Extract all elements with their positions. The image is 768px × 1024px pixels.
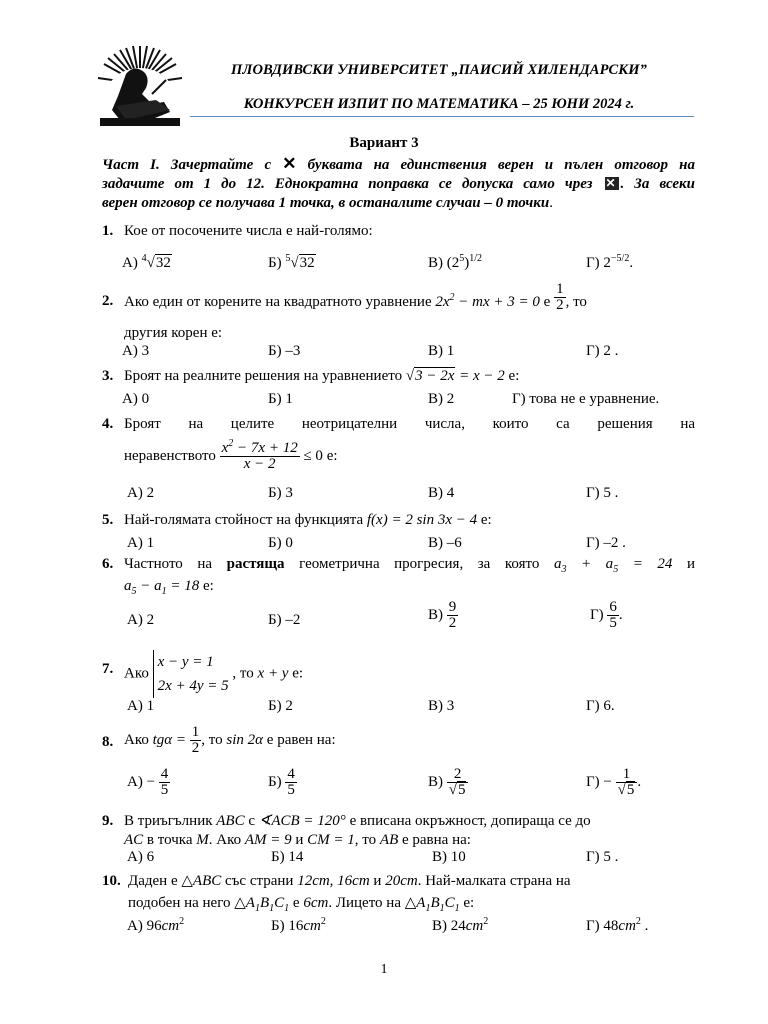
p4-option-v[interactable]: В) 4 xyxy=(428,485,455,501)
p9-option-a[interactable]: А) 6 xyxy=(127,849,155,865)
p6-option-a[interactable]: А) 2 xyxy=(127,612,155,628)
p4-option-b[interactable]: Б) 3 xyxy=(268,485,293,501)
university-name: ПЛОВДИВСКИ УНИВЕРСИТЕТ „ПАИСИЙ ХИЛЕНДАРСКИ” xyxy=(231,62,647,78)
p7-option-b[interactable]: Б) 2 xyxy=(268,698,293,714)
p1-option-v[interactable]: В) $(2^5)^{1/2}$ xyxy=(428,253,483,271)
p10-option-v[interactable]: В) $24cm^2$ xyxy=(432,916,489,934)
p4-option-g[interactable]: Г) 5 . xyxy=(586,485,619,501)
p4-option-a[interactable]: А) 2 xyxy=(127,485,155,501)
p9-option-b[interactable]: Б) 14 xyxy=(271,849,304,865)
exam-title: КОНКУРСЕН ИЗПИТ ПО МАТЕМАТИКА – 25 ЮНИ 2024 г. xyxy=(243,96,635,112)
p3-option-g[interactable]: Г) това не е уравнение. xyxy=(512,391,660,407)
crossed-box-icon xyxy=(605,177,619,190)
p10-option-g[interactable]: Г) $48cm^2$ . xyxy=(586,916,649,934)
p9-option-g[interactable]: Г) 5 . xyxy=(586,849,619,865)
p7-option-a[interactable]: А) 1 xyxy=(127,698,155,714)
p6-option-b[interactable]: Б) –2 xyxy=(268,612,301,628)
p3-option-v[interactable]: В) 2 xyxy=(428,391,455,407)
p3-option-a[interactable]: А) 0 xyxy=(122,391,150,407)
p8-option-g[interactable]: Г) − $\frac{1}{√5}$ . xyxy=(586,766,642,798)
p5-option-g[interactable]: Г) –2 . xyxy=(586,535,626,551)
instructions-line-2: задачите от 1 до 12. Еднократна поправка се допуска само чрез ✕ . За всеки xyxy=(102,175,695,194)
p6-option-v[interactable]: В) $\frac{9}{2}$ xyxy=(428,599,457,631)
university-logo-icon xyxy=(96,44,184,128)
p2-option-a[interactable]: А) 3 xyxy=(122,343,150,359)
p2-option-b[interactable]: Б) –3 xyxy=(268,343,301,359)
p2-option-v[interactable]: В) 1 xyxy=(428,343,455,359)
p8-option-a[interactable]: А) − $\frac{4}{5}$ xyxy=(127,766,169,798)
p5-option-b[interactable]: Б) 0 xyxy=(268,535,293,551)
p6-option-g[interactable]: Г) $\frac{6}{5}$ . xyxy=(590,599,623,631)
p1-option-a[interactable]: А) $^4$√32 xyxy=(122,253,171,271)
p7-option-v[interactable]: В) 3 xyxy=(428,698,455,714)
page-number: 1 xyxy=(380,962,388,977)
p9-option-v[interactable]: В) 10 xyxy=(432,849,466,865)
p10-option-a[interactable]: А) $96cm^2$ xyxy=(127,916,185,934)
exam-page: ПЛОВДИВСКИ УНИВЕРСИТЕТ „ПАИСИЙ ХИЛЕНДАРСКИ” КОНКУРСЕН ИЗПИТ ПО МАТЕМАТИКА – 25 ЮНИ 2024 г. Вариант 3 Част I. Зачертайте с ✕ буквата на единствения верен и пълен отговор на задачите от 1 до 12. Еднократна поправка се допуска само чрез ✕ . За всеки верен отговор се получава 1 точка, в останалите случаи – 0 точки. 1. Кое от посочените числа е най-голямо: А) $^4$√32 Б) $^5$√32 В) $(2^5)^{1/2}$ Г) $2^{-5/2}$. 2. Ако един от корените на квадратното уравнение $2x^2$ − mx + 3 = 0 е $\frac{1}{2}$ , то другия корен е: А) 3 Б) –3 В) 1 Г) 2 . 3. Броят на реалните решения на уравнението √3 − 2x = x − 2 е: А) 0 Б) 1 В) 2 Г) това не е уравнение. 4. Броят на целите неотрицателни числа, които са решения на неравенството $\frac{x^2 - 7x + 12}{x - 2}$ ≤ 0 е: А) 2 Б) 3 В) 4 Г) 5 . 5. Най-голямата стойност на функцията f(x) = 2 sin 3x − 4 е: А) 1 Б) 0 В) –6 Г) –2 . 6. Частното на растяща геометрична прогресия, за която $a_3 + a_5 = 24$ и $a_5 - a_1 = 18$ е: А) 2 Б) –2 В) $\frac{9}{2}$ Г) $\frac{6}{5}$ . 7. Ако x − y = 1 2x + 4y = 5 , то x + y е: А) 1 Б) 2 В) 3 Г) 6. 8. Ако tgα = $\frac{1}{2}$ , то sin 2α е равен на: А) − $\frac{4}{5}$ Б) $\frac{4}{5}$ В) $\frac{2}{√5}$ Г) − $\frac{1}{√5}$ . 9. В триъгълник ABC с ∢ACB = 120° е вписана окръжност, допираща се до AC в точка M. Ако AM = 9 и CM = 1, то AB е равна на: А) 6 Б) 14 В) 10 Г) 5 . 10. Даден е △ABC със страни 12cm, 16cm и 20cm. Най-малката страна на подобен на него $\triangle A_1B_1C_1$ е 6cm. Лицето на $\triangle A_1B_1C_1$ е: А) $96cm^2$ Б) $16cm^2$ В) $24cm^2$ Г) $48cm^2$ . 1 xyxy=(0,0,768,1024)
p7-option-g[interactable]: Г) 6. xyxy=(586,698,615,714)
instructions-line-3: верен отговор се получава 1 точка, в останалите случаи – 0 точки. xyxy=(102,195,553,211)
header-divider xyxy=(190,116,694,117)
p5-option-v[interactable]: В) –6 xyxy=(428,535,462,551)
p1-option-b[interactable]: Б) $^5$√32 xyxy=(268,253,315,271)
instructions-line-1: Част I. Зачертайте с ✕ буквата на единствения верен и пълен отговор на xyxy=(102,154,696,173)
variant-title: Вариант 3 xyxy=(349,135,419,151)
p5-option-a[interactable]: А) 1 xyxy=(127,535,155,551)
p1-option-g[interactable]: Г) $2^{-5/2}$. xyxy=(586,253,634,271)
p8-option-b[interactable]: Б) $\frac{4}{5}$ xyxy=(268,766,295,798)
cross-mark-icon: ✕ xyxy=(282,154,297,173)
p10-option-b[interactable]: Б) $16cm^2$ xyxy=(271,916,326,934)
p2-option-g[interactable]: Г) 2 . xyxy=(586,343,619,359)
p3-option-b[interactable]: Б) 1 xyxy=(268,391,293,407)
instructions xyxy=(102,154,695,213)
p8-option-v[interactable]: В) $\frac{2}{√5}$ xyxy=(428,767,468,798)
